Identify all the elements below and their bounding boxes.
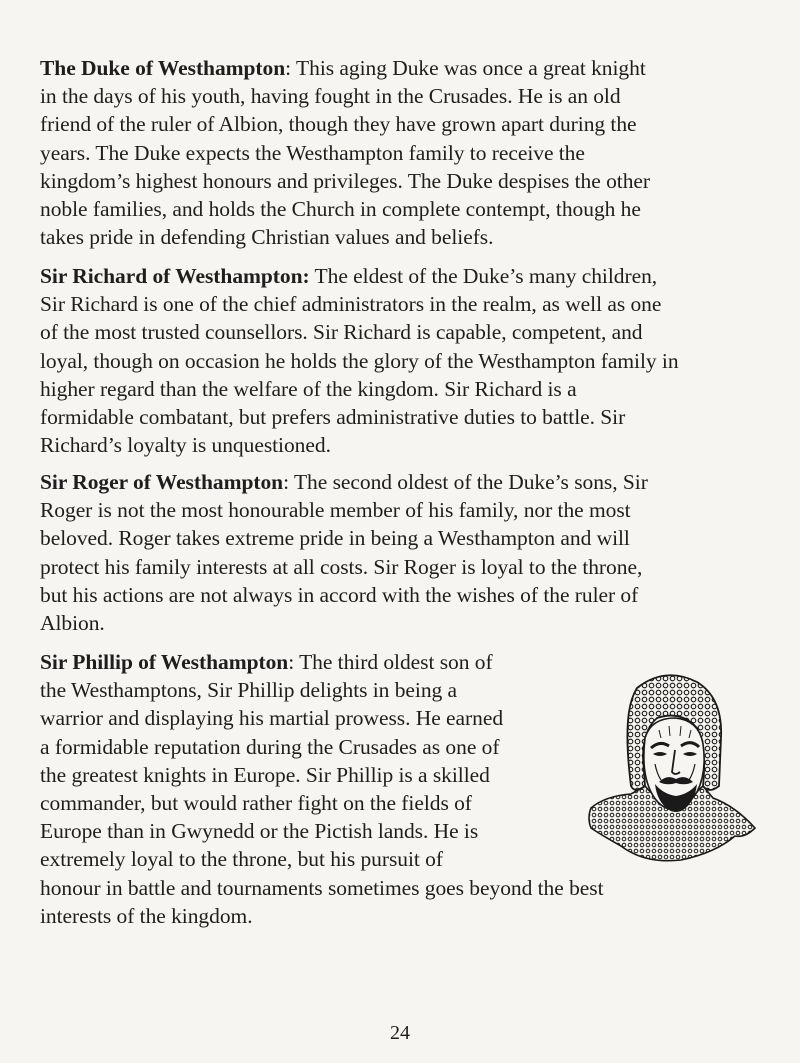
entry-name: The Duke of Westhampton [40, 56, 286, 80]
entry-line: beloved. Roger takes extreme pride in being a Westhampton and will [40, 526, 630, 551]
entry-line: loyal, though on occasion he holds the glory of the Westhampton family in [40, 348, 679, 373]
entry-line: in the days of his youth, having fought in the Crusades. He is an old [40, 84, 621, 109]
entry-line: takes pride in defending Christian values and beliefs. [40, 225, 494, 250]
entry-line: Europe than in Gwynedd or the Pictish lands. He is [40, 819, 479, 844]
entry-name-separator: : [283, 470, 290, 494]
entry-text: The second oldest of the Duke’s sons, Sir [289, 470, 648, 494]
entry-duke-of-westhampton [40, 54, 760, 251]
entry-sir-richard [40, 262, 760, 459]
entry-line: interests of the kingdom. [40, 903, 253, 928]
entry-text: The eldest of the Duke’s many children, [309, 264, 658, 288]
entry-line: of the most trusted counsellors. Sir Richard is capable, competent, and [40, 320, 643, 345]
entry-line: higher regard than the welfare of the kingdom. Sir Richard is a [40, 376, 577, 401]
entry-name-separator: : [285, 56, 292, 80]
entry-line: the Westhamptons, Sir Phillip delights in being a [40, 678, 458, 703]
entry-name: Sir Roger of Westhampton [40, 470, 284, 494]
entry-line [40, 262, 760, 290]
entry-line: but his actions are not always in accord with the wishes of the ruler of [40, 582, 639, 607]
entry-line: warrior and displaying his martial prowess. He earned [40, 706, 504, 731]
entry-line: kingdom’s highest honours and privileges. The Duke despises the other [40, 168, 651, 193]
entry-text: This aging Duke was once a great knight [291, 56, 646, 80]
entry-line: honour in battle and tournaments sometimes goes beyond the best [40, 875, 604, 900]
entry-line: formidable combatant, but prefers administrative duties to battle. Sir [40, 405, 626, 430]
entry-text: The third oldest son of [294, 650, 493, 674]
entry-line: the greatest knights in Europe. Sir Phillip is a skilled [40, 762, 490, 787]
entry-line: friend of the ruler of Albion, though they have grown apart during the [40, 112, 637, 137]
entry-name: Sir Richard of Westhampton: [40, 264, 310, 288]
page-number: 24 [390, 1022, 410, 1044]
entry-name: Sir Phillip of Westhampton [40, 650, 289, 674]
entry-sir-roger [40, 468, 760, 637]
entry-name-separator: : [288, 650, 295, 674]
entry-line: Roger is not the most honourable member of his family, nor the most [40, 498, 631, 523]
entry-line: years. The Duke expects the Westhampton family to receive the [40, 140, 585, 165]
entry-line: Albion. [40, 611, 105, 636]
entry-line: Richard’s loyalty is unquestioned. [40, 433, 331, 458]
entry-line: a formidable reputation during the Crusades as one of [40, 734, 500, 759]
entry-line: Sir Richard is one of the chief administrators in the realm, as well as one [40, 292, 662, 317]
entry-line: extremely loyal to the throne, but his pursuit of [40, 847, 443, 872]
entry-line: noble families, and holds the Church in complete contempt, though he [40, 197, 641, 222]
knight-in-chainmail-portrait-icon [585, 668, 760, 868]
entry-line [40, 468, 760, 496]
entry-line: commander, but would rather fight on the fields of [40, 791, 472, 816]
entry-line [40, 54, 760, 82]
entry-line: protect his family interests at all costs. Sir Roger is loyal to the throne, [40, 554, 643, 579]
